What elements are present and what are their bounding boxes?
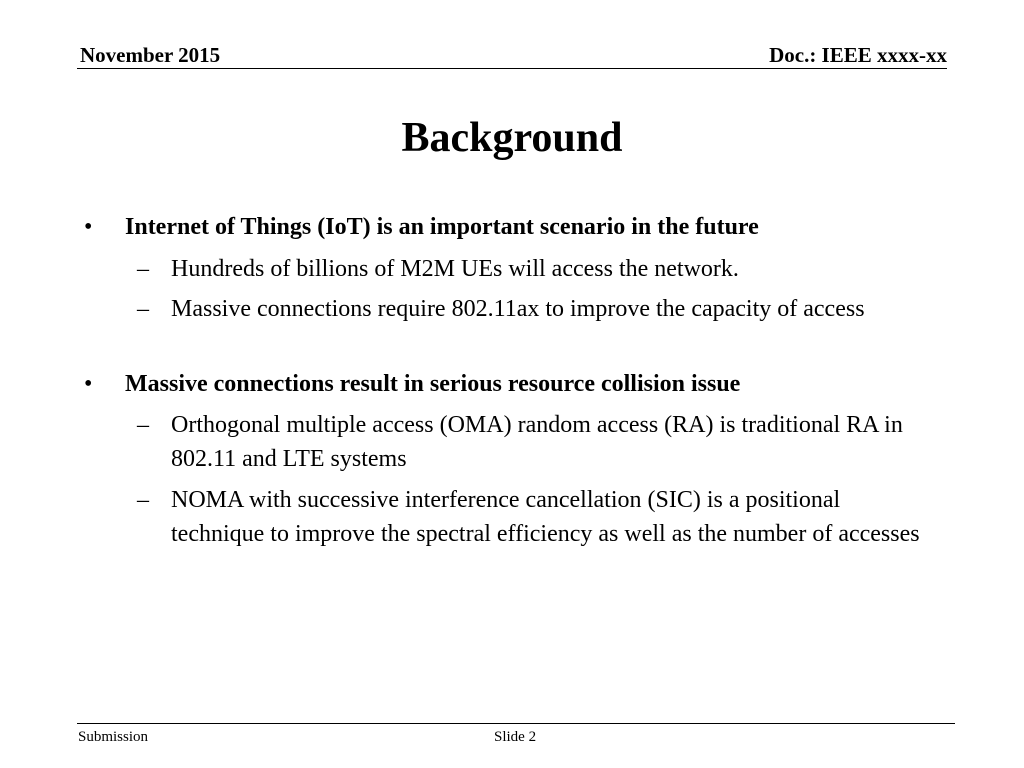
dash-marker: –: [137, 487, 149, 513]
dash-marker: –: [137, 296, 149, 322]
footer-slide-number: Slide 2: [494, 729, 537, 745]
slide-title: Background: [401, 115, 623, 161]
footer-submission: Submission: [78, 729, 149, 745]
bullet-marker: •: [84, 371, 93, 397]
dash-marker: –: [137, 412, 149, 438]
bullet-2-sub-1: Orthogonal multiple access (OMA) random access (RA) is traditional RA in 802.11 and LTE systems: [171, 412, 903, 472]
footer-divider: [77, 723, 955, 724]
slide-header-doc: Doc.: IEEE xxxx-xx: [769, 43, 947, 67]
bullet-2-sub-2: NOMA with successive interference cancellation (SIC) is a positional technique to improve the spectral efficiency as well as the number of accesses: [171, 487, 920, 547]
bullet-marker: •: [84, 214, 93, 240]
dash-marker: –: [137, 256, 149, 282]
bullet-2-text: Massive connections result in serious resource collision issue: [125, 371, 741, 397]
slide-header-date: November 2015: [80, 43, 221, 67]
bullet-1-sub-2: Massive connections require 802.11ax to improve the capacity of access: [171, 296, 865, 322]
bullet-1-sub-1: Hundreds of billions of M2M UEs will access the network.: [171, 256, 739, 282]
bullet-1-text: Internet of Things (IoT) is an important scenario in the future: [125, 214, 759, 240]
header-divider: [77, 68, 947, 69]
